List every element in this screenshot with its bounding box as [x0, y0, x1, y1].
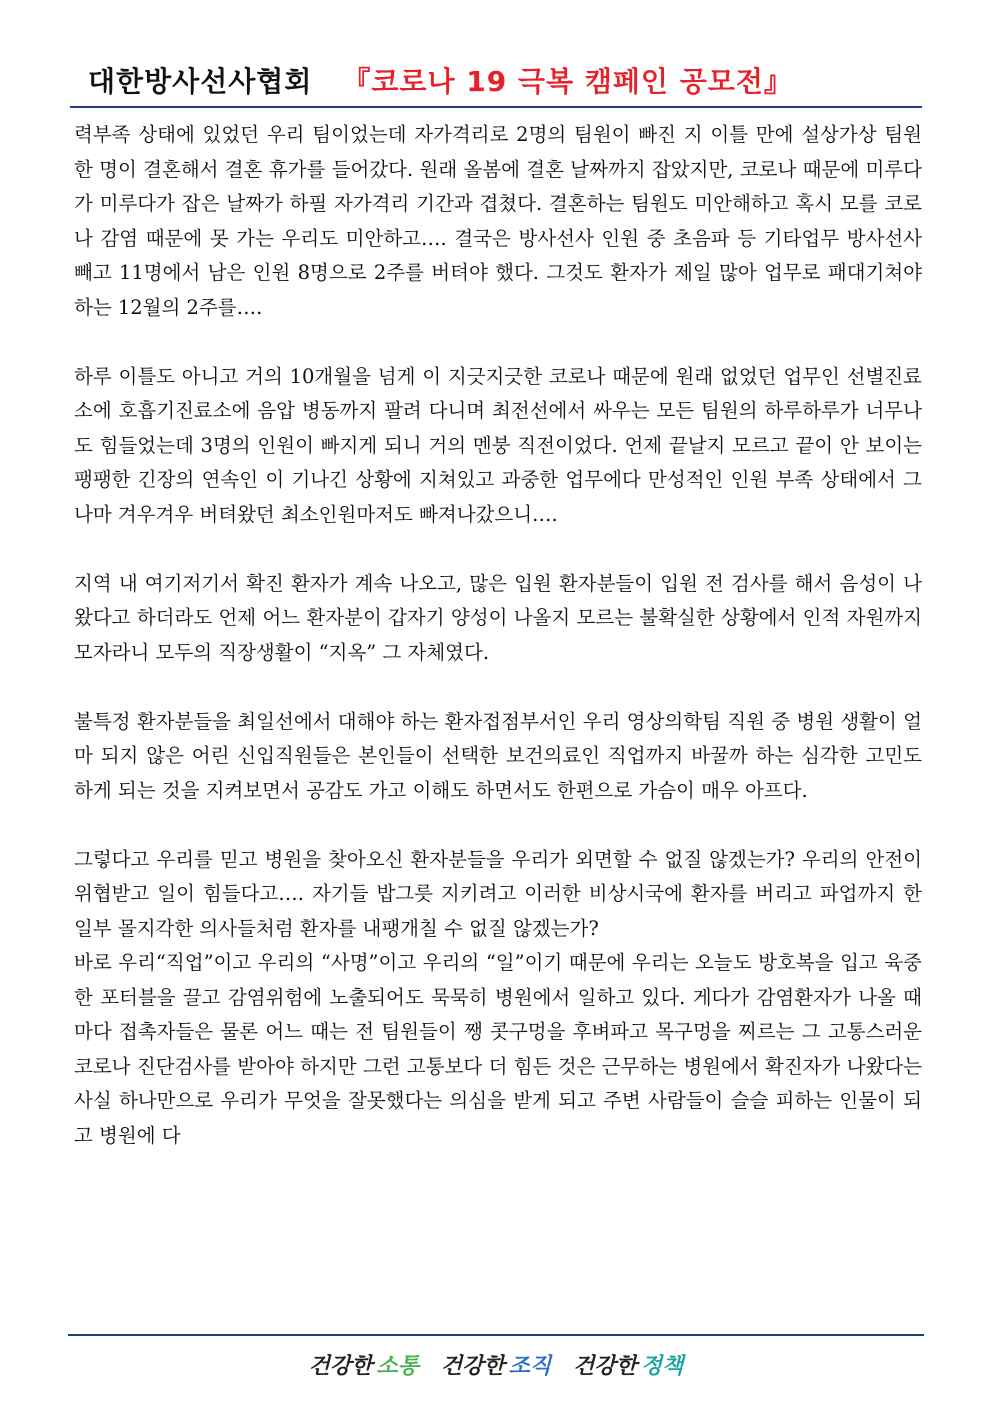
slogan-word: 건강한: [308, 1353, 373, 1379]
paragraph-3: 지역 내 여기저기서 확진 환자가 계속 나오고, 많은 입원 환자분들이 입원 전 검사를 해서 음성이 나왔다고 하더라도 언제 어느 환자분이 갑자기 양성이 나올지 모르는 불확실한 상황에서 인적 자원까지 모자라니 모두의 직장생활이 “지옥” 그 자체였다.: [74, 571, 922, 664]
footer-divider: [68, 1334, 924, 1336]
paragraph-gap: [74, 325, 922, 360]
campaign-title: 『코로나 19 극복 캠페인 공모전』: [342, 65, 793, 98]
slogan-word: 건강한: [440, 1353, 505, 1379]
paragraph-gap: [74, 670, 922, 705]
document-body: [74, 118, 922, 1153]
paragraph-gap: [74, 532, 922, 567]
organization-name: 대한방사선사협회: [88, 65, 313, 98]
header-divider: [70, 106, 922, 108]
paragraph-gap: [74, 808, 922, 843]
paragraph-4: 불특정 환자분들을 최일선에서 대해야 하는 환자접점부서인 우리 영상의학팀 직원 중 병원 생활이 얼마 되지 않은 어린 신입직원들은 본인들이 선택한 보건의료인 직업까지 바꿀까 하는 심각한 고민도 하게 되는 것을 지켜보면서 공감도 가고 이해도 하면서도 한편으로 가슴이 매우 아프다.: [74, 709, 922, 802]
paragraph-5: 그렇다고 우리를 믿고 병원을 찾아오신 환자분들을 우리가 외면할 수 없질 않겠는가? 우리의 안전이 위협받고 일이 힘들다고…. 자기들 밥그릇 지키려고 이러한 비상시국에 환자를 버리고 파업까지 한 일부 몰지각한 의사들처럼 환자를 내팽개칠 수 없질 않겠는가?: [74, 847, 922, 940]
slogan-word-communication: 소통: [376, 1353, 419, 1379]
paragraph-6: 바로 우리“직업”이고 우리의 “사명”이고 우리의 “일”이기 때문에 우리는 오늘도 방호복을 입고 육중한 포터블을 끌고 감염위험에 노출되어도 묵묵히 병원에서 일하고 있다. 게다가 감염환자가 나올 때마다 접촉자들은 물론 어느 때는 전 팀원들이 쨍 콧구멍을 후벼파고 목구멍을 찌르는 그 고통스러운 코로나 진단검사를 받아야 하지만 그런 고통보다 더 힘든 것은 근무하는 병원에서 확진자가 나왔다는 사실 하나만으로 우리가 무엇을 잘못했다는 의심을 받게 되고 주변 사람들이 슬슬 피하는 인물이 되고 병원에 다: [74, 951, 922, 1147]
slogan-word: 건강한: [573, 1353, 637, 1379]
document-header: [70, 55, 922, 105]
paragraph-1: 력부족 상태에 있었던 우리 팀이었는데 자가격리로 2명의 팀원이 빠진 지 이틀 만에 설상가상 팀원 한 명이 결혼해서 결혼 휴가를 들어갔다. 원래 올봄에 결혼 날짜까지 잡았지만, 코로나 때문에 미루다가 미루다가 잡은 날짜가 하필 자가격리 기간과 겹쳤다. 결혼하는 팀원도 미안해하고 혹시 모를 코로나 감염 때문에 못 가는 우리도 미안하고…. 결국은 방사선사 인원 중 초음파 등 기타업무 방사선사 빼고 11명에서 남은 인원 8명으로 2주를 버텨야 했다. 그것도 환자가 제일 많아 업무로 패대기쳐야 하는 12월의 2주를….: [74, 123, 922, 319]
paragraph-2: 하루 이틀도 아니고 거의 10개월을 넘게 이 지긋지긋한 코로나 때문에 원래 없었던 업무인 선별진료소에 호흡기진료소에 음압 병동까지 팔려 다니며 최전선에서 싸우는 모든 팀원의 하루하루가 너무나도 힘들었는데 3명의 인원이 빠지게 되니 거의 멘붕 직전이었다. 언제 끝날지 모르고 끝이 안 보이는 팽팽한 긴장의 연속인 이 기나긴 상황에 지쳐있고 과중한 업무에다 만성적인 인원 부족 상태에서 그나마 겨우겨우 버텨왔던 최소인원마저도 빠져나갔으니….: [74, 364, 922, 526]
slogan-word-organization: 조직: [508, 1353, 552, 1379]
slogan-word-policy: 정책: [640, 1353, 684, 1379]
footer-slogan: [0, 1344, 992, 1384]
